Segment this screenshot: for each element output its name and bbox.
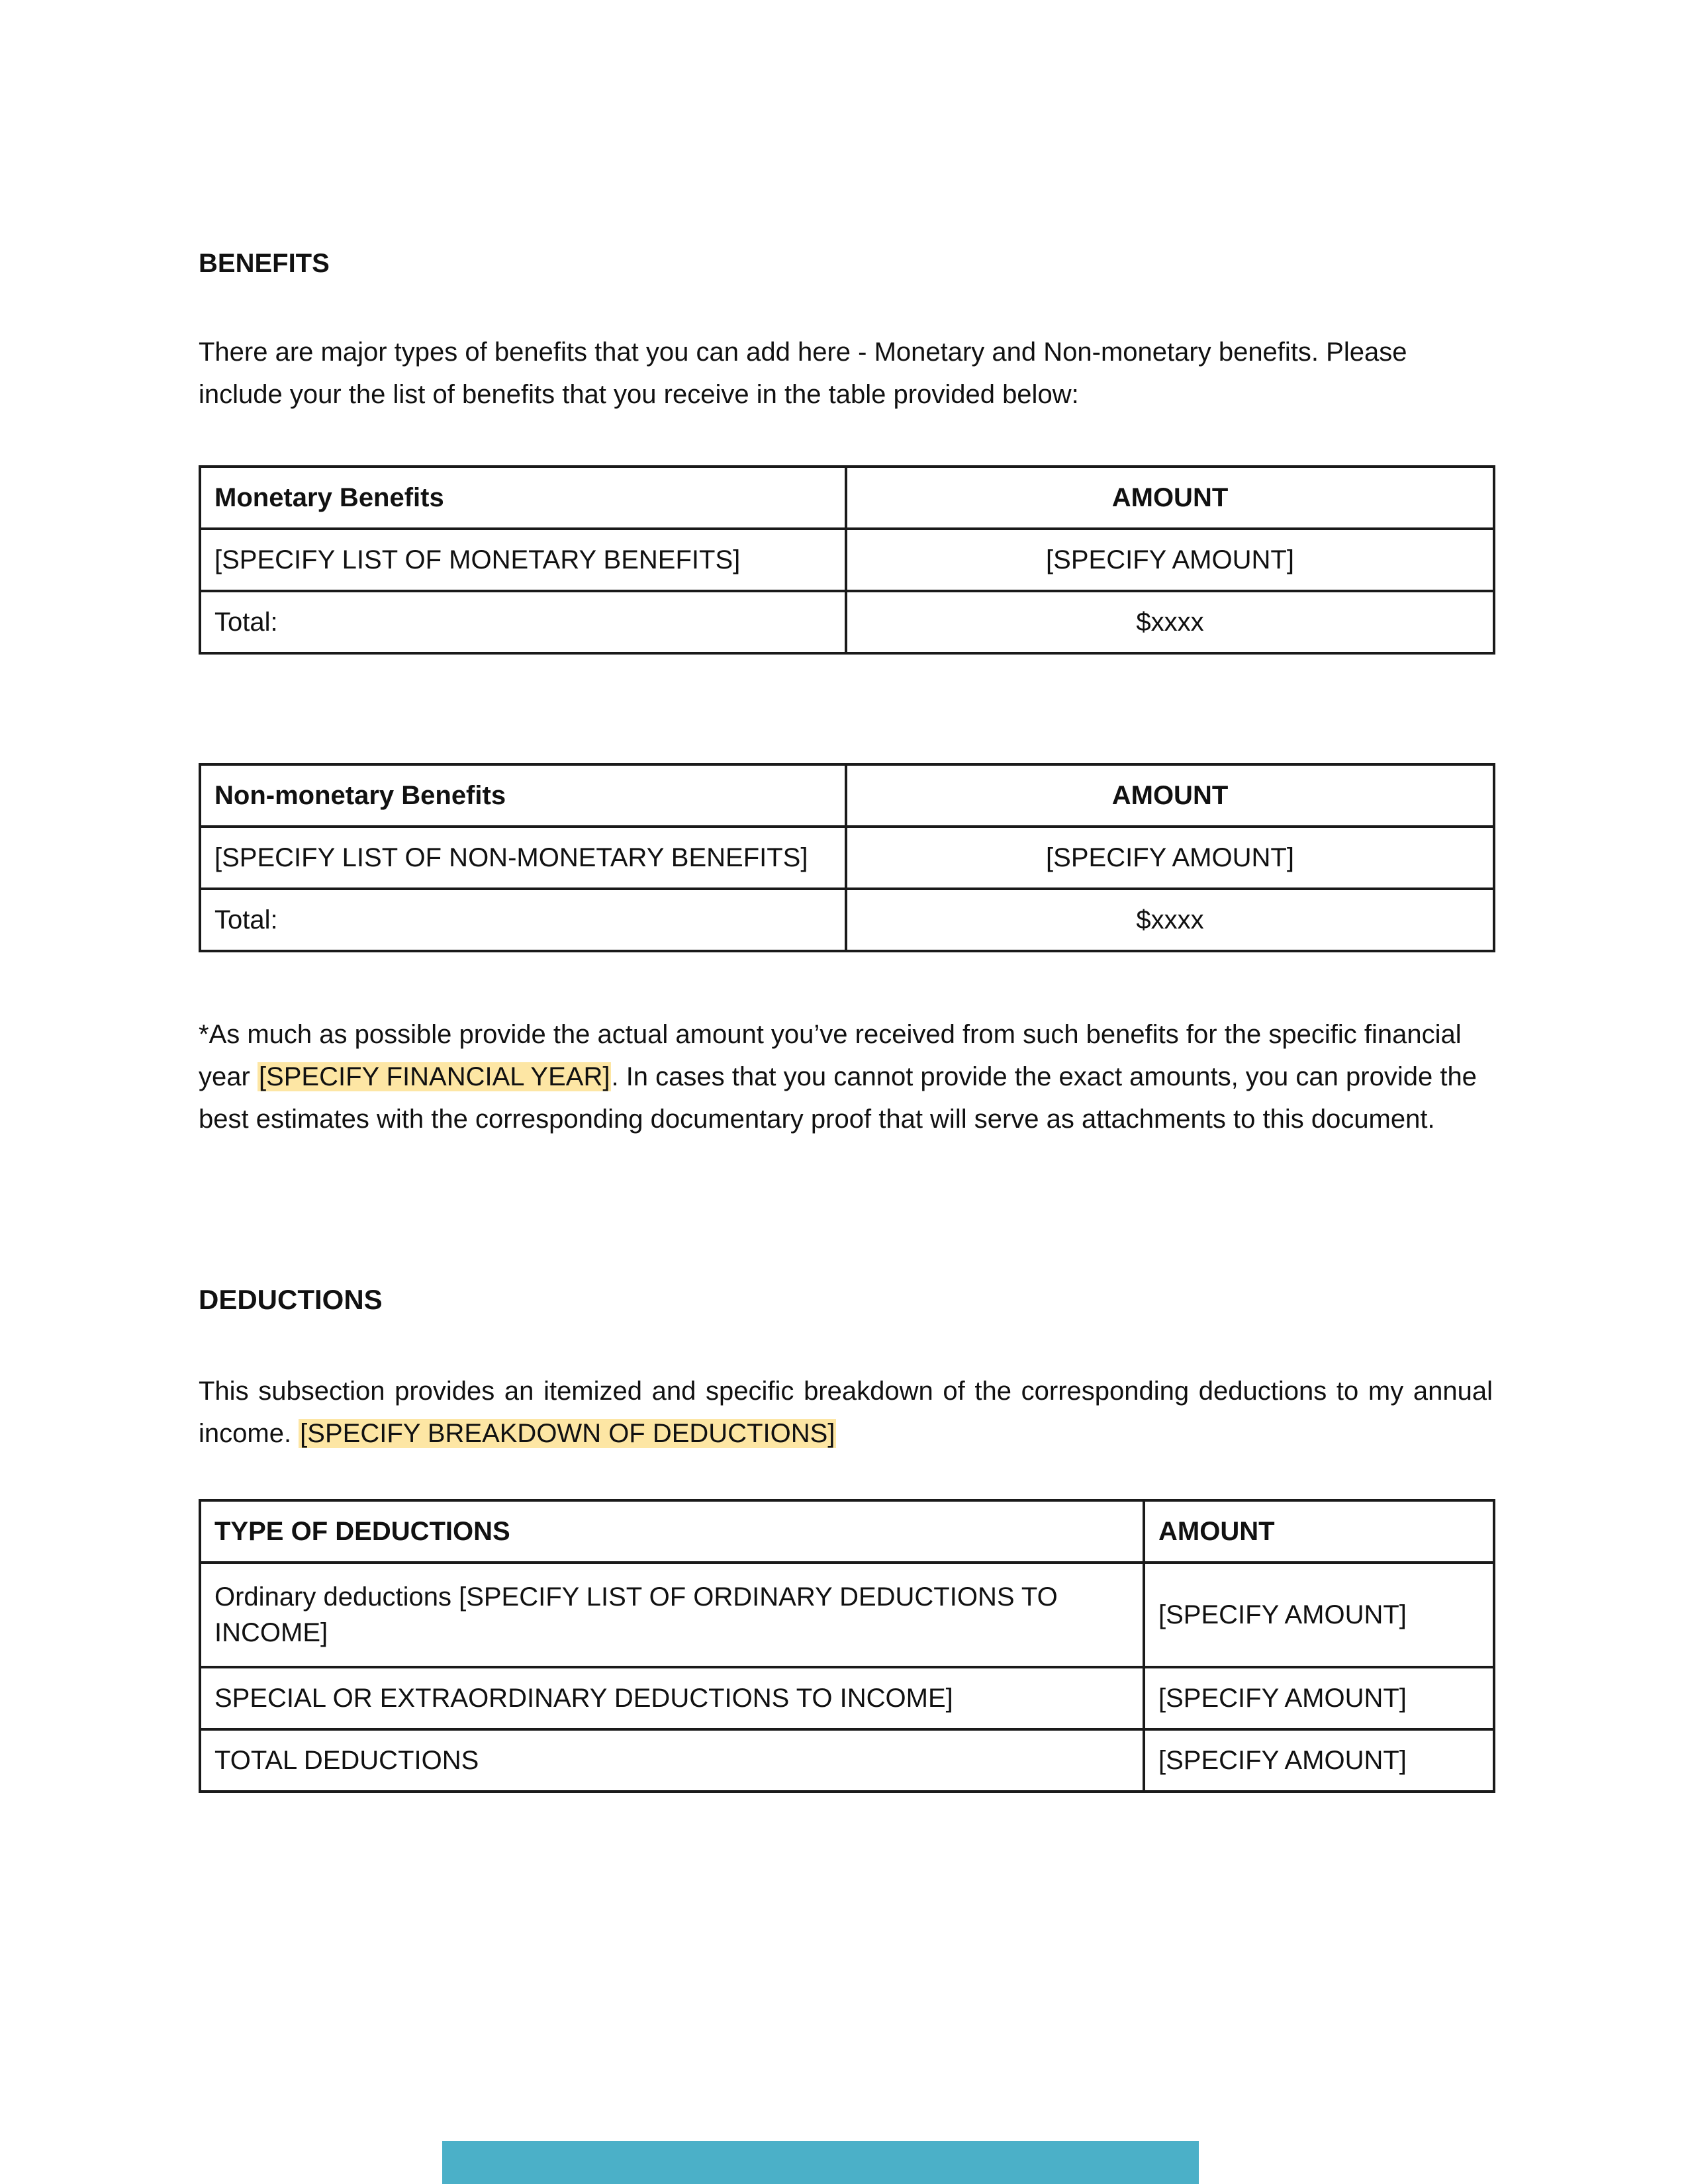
table-header-row [200,467,1494,529]
table-row [200,1729,1494,1792]
deductions-breakdown-placeholder: [SPECIFY BREAKDOWN OF DEDUCTIONS] [300,1419,835,1448]
table-row [200,1563,1494,1667]
note-text: . In cases that you cannot provide the exact amounts, you can provide the best estimates with the corresponding documentary proof that will serve as attachments to this document. [199,1062,1477,1134]
table-cell: [SPECIFY AMOUNT] [1144,1563,1494,1667]
deductions-intro-text: This subsection provides an itemized and specific breakdown of the corresponding deductions to my annual income. [199,1377,1493,1448]
footer-accent-bar [442,2141,1199,2184]
column-header: Monetary Benefits [200,467,846,529]
benefits-note [199,1013,1493,1140]
column-header: TYPE OF DEDUCTIONS [200,1500,1144,1563]
table-cell: [SPECIFY AMOUNT] [846,827,1494,889]
column-header: AMOUNT [846,467,1494,529]
deductions-table [199,1499,1495,1793]
table-cell: $xxxx [846,591,1494,653]
table-cell: [SPECIFY AMOUNT] [1144,1729,1494,1792]
table-cell: TOTAL DEDUCTIONS [200,1729,1144,1792]
table-cell: [SPECIFY LIST OF MONETARY BENEFITS] [200,529,846,591]
deductions-intro [199,1370,1493,1455]
table-row [200,889,1494,951]
nonmonetary-benefits-table [199,763,1495,952]
table-cell: $xxxx [846,889,1494,951]
note-text: *As much as possible provide the actual amount you’ve received from such benefits for the specific financial year [199,1020,1462,1091]
financial-year-placeholder: [SPECIFY FINANCIAL YEAR] [258,1062,610,1091]
deductions-heading: DEDUCTIONS [199,1284,383,1315]
table-row [200,827,1494,889]
benefits-intro: There are major types of benefits that you can add here - Monetary and Non-monetary benefits. Please include your the list of benefits that you receive in the table provided below: [199,338,1407,409]
table-cell: [SPECIFY AMOUNT] [846,529,1494,591]
table-row [200,529,1494,591]
table-cell: [SPECIFY AMOUNT] [1144,1667,1494,1729]
table-cell: Ordinary deductions [SPECIFY LIST OF ORDINARY DEDUCTIONS TO INCOME] [200,1563,1144,1667]
table-cell: Total: [200,591,846,653]
table-header-row [200,1500,1494,1563]
table-cell: Total: [200,889,846,951]
monetary-benefits-table [199,465,1495,655]
column-header: AMOUNT [1144,1500,1494,1563]
column-header: Non-monetary Benefits [200,764,846,827]
table-row [200,1667,1494,1729]
table-row [200,591,1494,653]
table-cell: [SPECIFY LIST OF NON-MONETARY BENEFITS] [200,827,846,889]
benefits-heading: BENEFITS [199,249,330,278]
column-header: AMOUNT [846,764,1494,827]
table-header-row [200,764,1494,827]
table-cell: SPECIAL OR EXTRAORDINARY DEDUCTIONS TO INCOME] [200,1667,1144,1729]
